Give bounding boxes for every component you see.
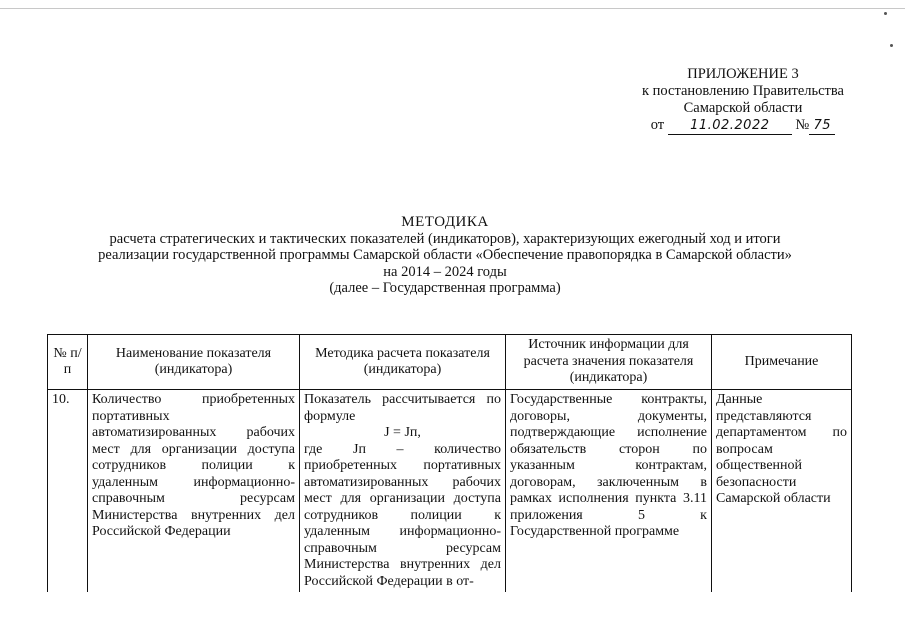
appendix-resolution: к постановлению Правительства <box>642 83 844 99</box>
scan-speck <box>890 44 893 47</box>
title-line-2: реализации государственной программы Самарской области «Обеспечение правопорядка в Самарской области» <box>98 247 792 263</box>
appendix-block <box>610 66 876 135</box>
cell-name: Количество приобретенных портативных автоматизированных рабочих мест для организации доступа сотрудников полиции к удаленным информационно-справочным ресурсам Министерства внутренних дел Российской Федерации <box>88 390 300 593</box>
appendix-region: Самарской области <box>683 100 803 116</box>
scan-edge-line <box>0 8 905 9</box>
appendix-date-line <box>610 117 876 135</box>
title-line-4: (далее – Государственная программа) <box>329 280 561 296</box>
title-line-1: расчета стратегических и тактических показателей (индикаторов), характеризующих ежегодный ход и итоги <box>109 230 781 247</box>
table-row <box>48 390 852 593</box>
header-name: Наименование показателя (индикатора) <box>88 335 300 390</box>
document-title <box>40 214 850 297</box>
header-note: Примечание <box>712 335 852 390</box>
header-num: № п/п <box>48 335 88 390</box>
cell-method <box>300 390 506 593</box>
method-description: где Jп – количество приобретенных портативных автоматизированных рабочих мест для организации доступа сотрудников полиции к удаленным информационно-справочным ресурсам Министерства внутренних дел Российской Федерации в от- <box>304 441 501 589</box>
table-header-row <box>48 335 852 390</box>
indicator-table <box>47 334 852 592</box>
method-intro: Показатель рассчитывается по формуле <box>304 392 501 424</box>
title-heading: МЕТОДИКА <box>401 214 489 230</box>
handwritten-date: 11.02.2022 <box>668 117 792 135</box>
header-source: Источник информации для расчета значения показателя (индикатора) <box>506 335 712 390</box>
cell-source: Государственные контракты, договоры, документы, подтверждающие исполнение обязательств сторон по указанным контрактам, договорам, заключенным в рамках исполнения пункта 3.11 приложения 5 к Государственной программе <box>506 390 712 593</box>
handwritten-number: 75 <box>809 117 835 135</box>
scan-speck <box>884 12 887 15</box>
header-method: Методика расчета показателя (индикатора) <box>300 335 506 390</box>
cell-note: Данные представляются департаментом по вопросам общественной безопасности Самарской области <box>712 390 852 593</box>
method-formula: J = Jп, <box>384 425 421 440</box>
appendix-label: ПРИЛОЖЕНИЕ 3 <box>687 66 799 82</box>
number-prefix: № <box>795 117 810 133</box>
title-line-3: на 2014 – 2024 годы <box>383 263 507 280</box>
date-prefix: от <box>650 117 665 133</box>
cell-num: 10. <box>48 390 88 593</box>
